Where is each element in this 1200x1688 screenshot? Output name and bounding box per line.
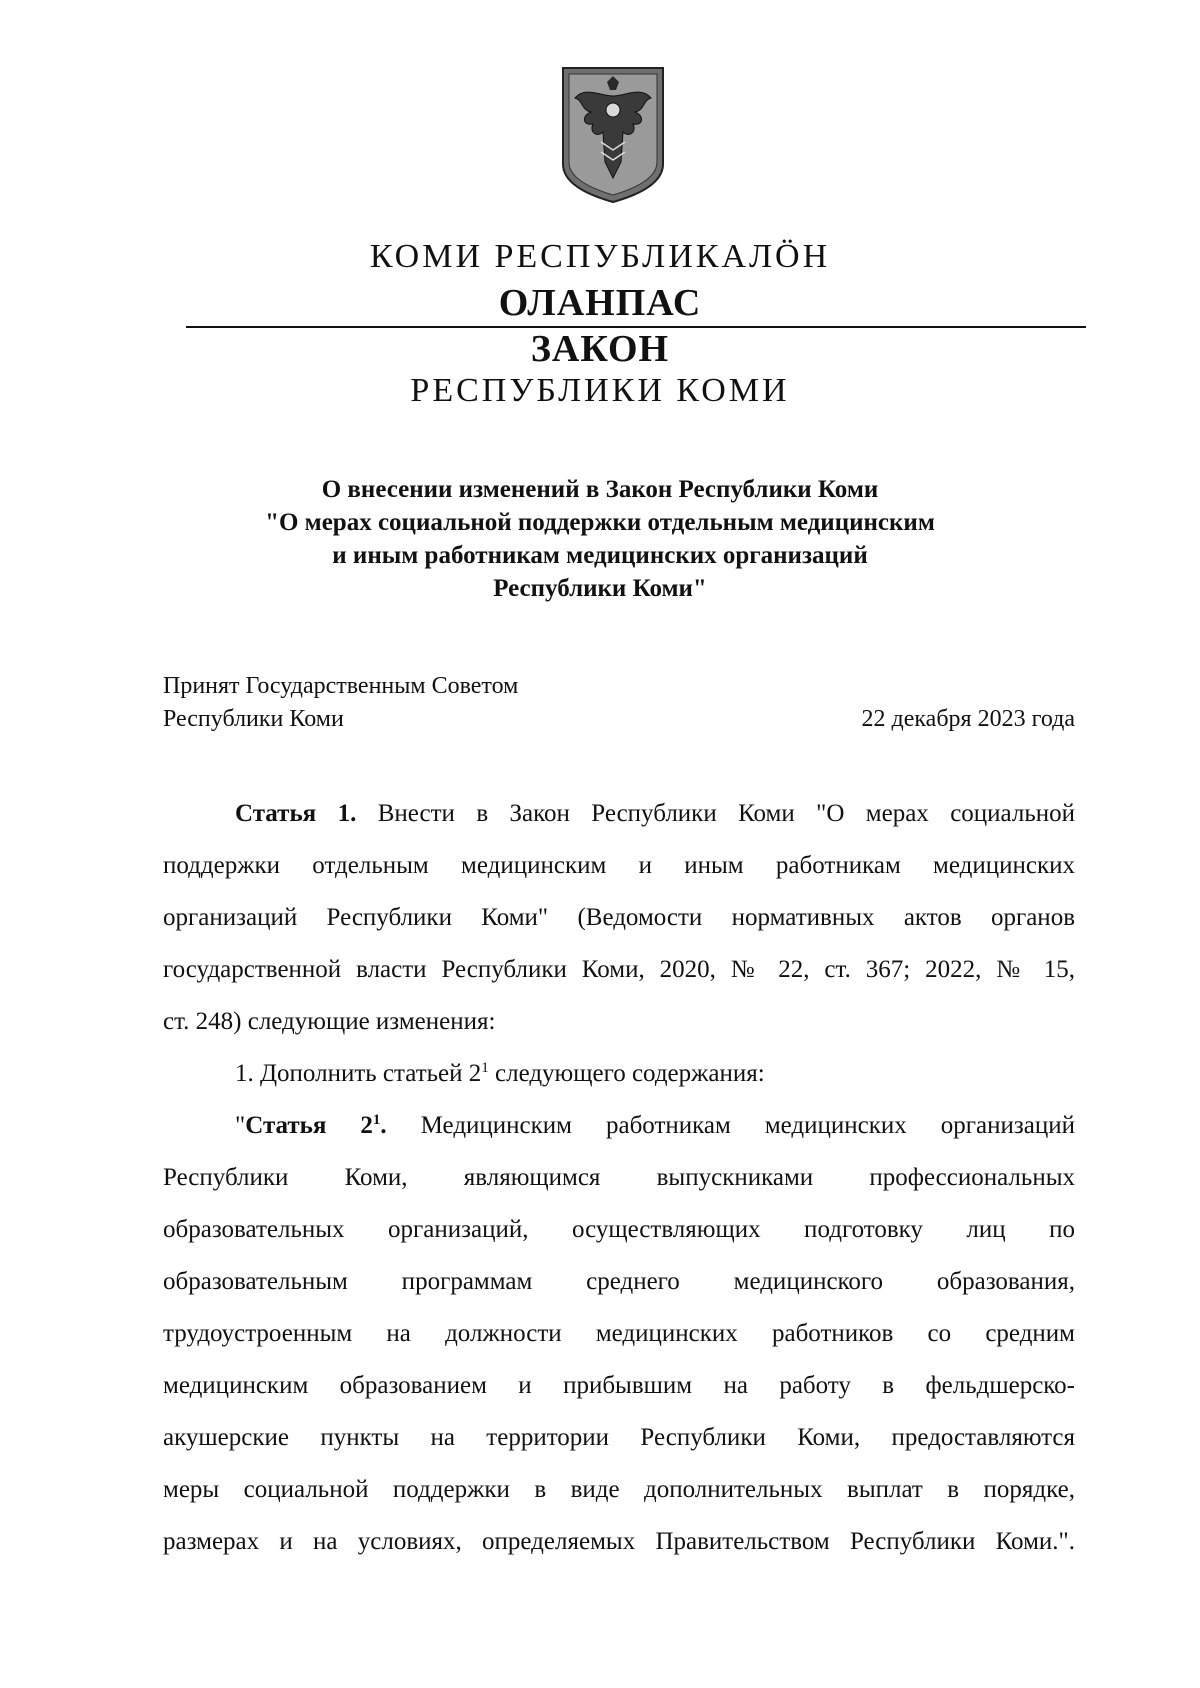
law-title-line: "О мерах социальной поддержки отдельным медицинским <box>265 509 935 536</box>
article-2-1-label <box>245 1112 386 1139</box>
article-1-label: Статья 1. <box>235 800 357 827</box>
article-1-first-line <box>163 788 1075 840</box>
body-line: образовательных организаций, осуществляющих подготовку лиц по <box>163 1216 1075 1243</box>
adoption-block <box>163 670 518 736</box>
law-title-line: и иным работникам медицинских организаций <box>332 542 868 569</box>
law-title <box>0 473 1200 605</box>
body-line: акушерские пункты на территории Республики Коми, предоставляются <box>163 1424 1075 1451</box>
body-text: 1. Дополнить статьей 2 <box>235 1060 482 1087</box>
adoption-line: Принят Государственным Советом <box>163 673 519 699</box>
item-1-line <box>163 1048 1075 1100</box>
coat-of-arms-emblem <box>561 66 665 204</box>
law-title-line: О внесении изменений в Закон Республики Коми <box>321 476 879 503</box>
quote-mark: " <box>235 1112 246 1139</box>
superscript: 1 <box>372 1112 381 1128</box>
body-line: ст. 248) следующие изменения: <box>163 1008 496 1035</box>
law-body <box>163 788 1075 1568</box>
header-zakon: ЗАКОН <box>530 328 670 370</box>
header-olanpas: ОЛАНПАС <box>498 282 702 324</box>
body-line: медицинским образованием и прибывшим на работу в фельдшерско- <box>163 1372 1075 1399</box>
adoption-line: Республики Коми <box>163 706 344 732</box>
body-line: размерах и на условиях, определяемых Правительством Республики Коми.". <box>163 1528 1075 1555</box>
adoption-date: 22 декабря 2023 года <box>861 706 1075 732</box>
header-respubliki-komi: РЕСПУБЛИКИ КОМИ <box>410 372 790 409</box>
body-text: Внести в Закон Республики Коми "О мерах социальной <box>377 800 1076 827</box>
superscript: 1 <box>481 1060 489 1076</box>
body-line: меры социальной поддержки в виде дополнительных выплат в порядке, <box>163 1476 1075 1503</box>
body-text: Медицинским работникам медицинских организаций <box>420 1112 1075 1139</box>
article-label-text: Статья 2 <box>245 1112 373 1139</box>
body-line: Республики Коми, являющимся выпускниками профессиональных <box>163 1164 1075 1191</box>
body-line: образовательным программам среднего медицинского образования, <box>163 1268 1075 1295</box>
header-komi-line: КОМИ РЕСПУБЛИКАЛÖН <box>369 238 831 275</box>
body-line: организаций Республики Коми" (Ведомости нормативных актов органов <box>163 904 1075 931</box>
law-title-line: Республики Коми" <box>493 575 707 602</box>
body-line: поддержки отдельным медицинским и иным работникам медицинских <box>163 852 1075 879</box>
body-text: следующего содержания: <box>488 1060 765 1087</box>
article-label-dot: . <box>380 1112 387 1139</box>
body-line: государственной власти Республики Коми, 2020, № 22, ст. 367; 2022, № 15, <box>163 956 1075 983</box>
body-line: трудоустроенным на должности медицинских работников со средним <box>163 1320 1075 1347</box>
article-2-1-first-line <box>163 1100 1075 1152</box>
